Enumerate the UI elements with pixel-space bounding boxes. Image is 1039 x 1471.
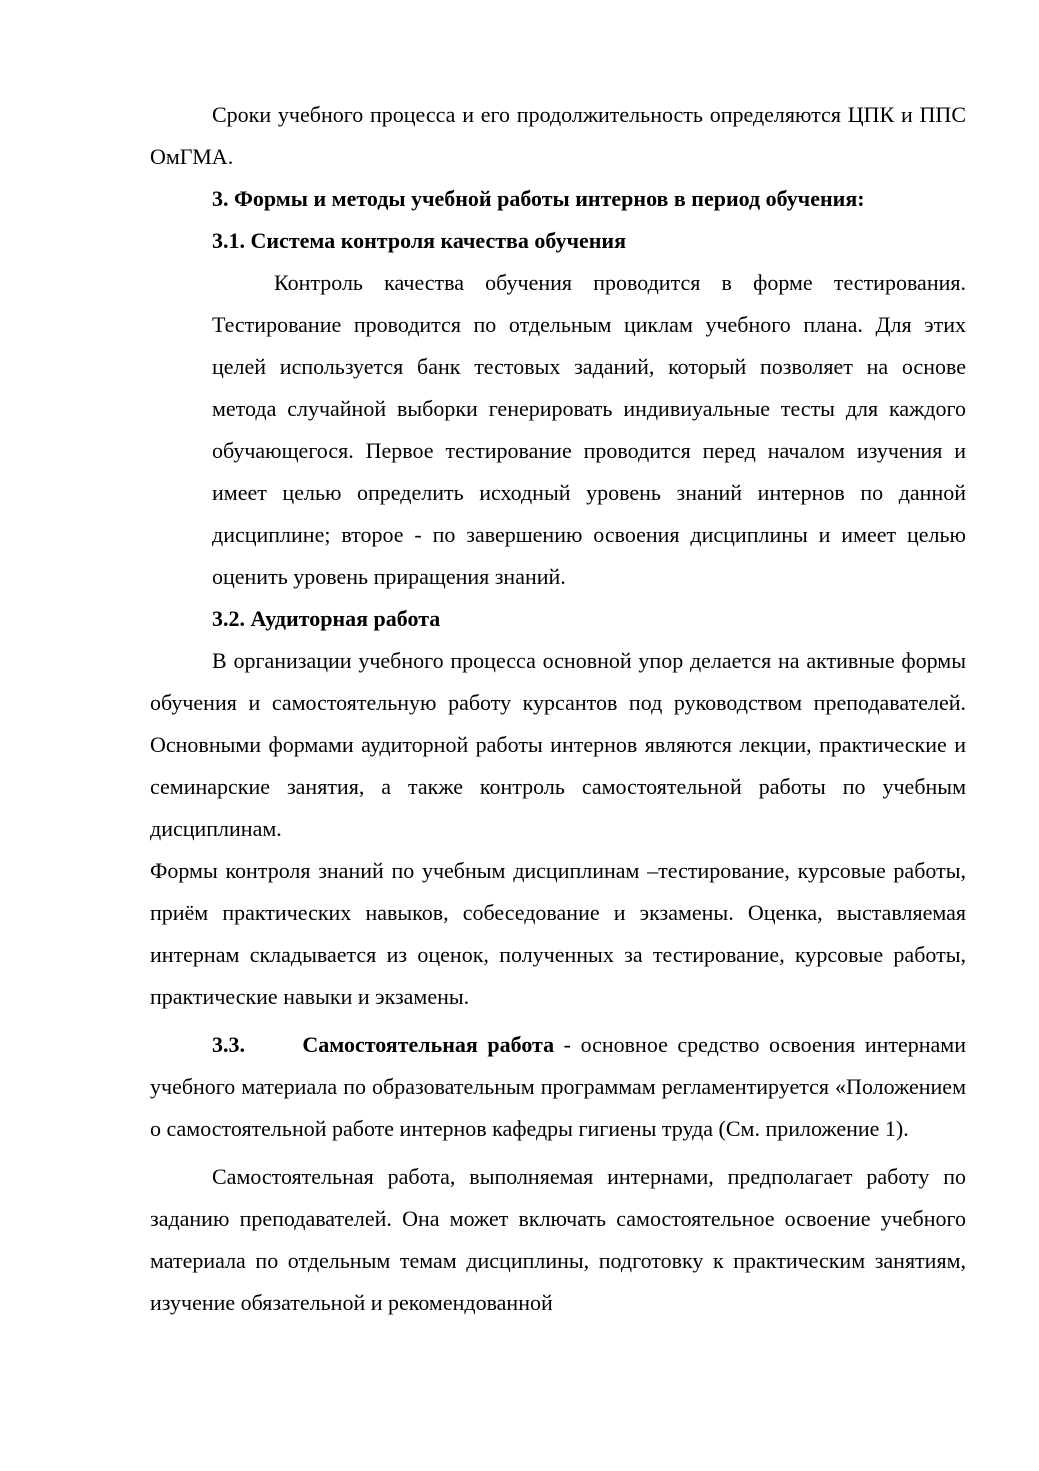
document-page xyxy=(150,94,966,1324)
section-3-3-number: 3.3. xyxy=(212,1032,245,1057)
section-3-3-independent-work-paragraph: Самостоятельная работа, выполняемая интернами, предполагает работу по заданию преподавателей. Она может включать самостоятельное освоение учебного материала по отдельным темам дисциплины, подготовку к практическим занятиям, изучение обязательной и рекомендованной xyxy=(150,1164,966,1315)
section-3-heading: 3. Формы и методы учебной работы интернов в период обучения: xyxy=(212,186,865,211)
section-3-2-control-paragraph: Формы контроля знаний по учебным дисциплинам –тестирование, курсовые работы, приём практических навыков, собеседование и экзамены. Оценка, выставляемая интернам складывается из оценок, полученных за тестирование, курсовые работы, практические навыки и экзамены. xyxy=(150,858,966,1009)
section-3-3-text: - основное средство освоения интернами учебного материала по образовательным программам регламентируется «Положением о самостоятельной работе интернов кафедры гигиены труда (См. приложение 1). xyxy=(150,1032,966,1141)
section-3-3-paragraph xyxy=(150,1024,966,1150)
section-3-1-paragraph: Контроль качества обучения проводится в форме тестирования. Тестирование проводится по отдельным циклам учебного плана. Для этих целей используется банк тестовых заданий, который позволяет на основе метода случайной выборки генерировать индивиуальные тесты для каждого обучающегося. Первое тестирование проводится перед началом изучения и имеет целью определить исходный уровень знаний интернов по данной дисциплине; второе - по завершению освоения дисциплины и имеет целью оценить уровень приращения знаний. xyxy=(212,270,966,589)
section-3-1-heading: 3.1. Система контроля качества обучения xyxy=(212,228,627,253)
section-3-3-term: Самостоятельная работа xyxy=(302,1032,555,1057)
section-3-2-heading: 3.2. Аудиторная работа xyxy=(212,606,441,631)
section-3-2-paragraph: В организации учебного процесса основной упор делается на активные формы обучения и самостоятельную работу курсантов под руководством преподавателей. Основными формами аудиторной работы интернов являются лекции, практические и семинарские занятия, а также контроль самостоятельной работы по учебным дисциплинам. xyxy=(150,648,966,841)
intro-paragraph: Сроки учебного процесса и его продолжительность определяются ЦПК и ППС ОмГМА. xyxy=(150,102,966,169)
